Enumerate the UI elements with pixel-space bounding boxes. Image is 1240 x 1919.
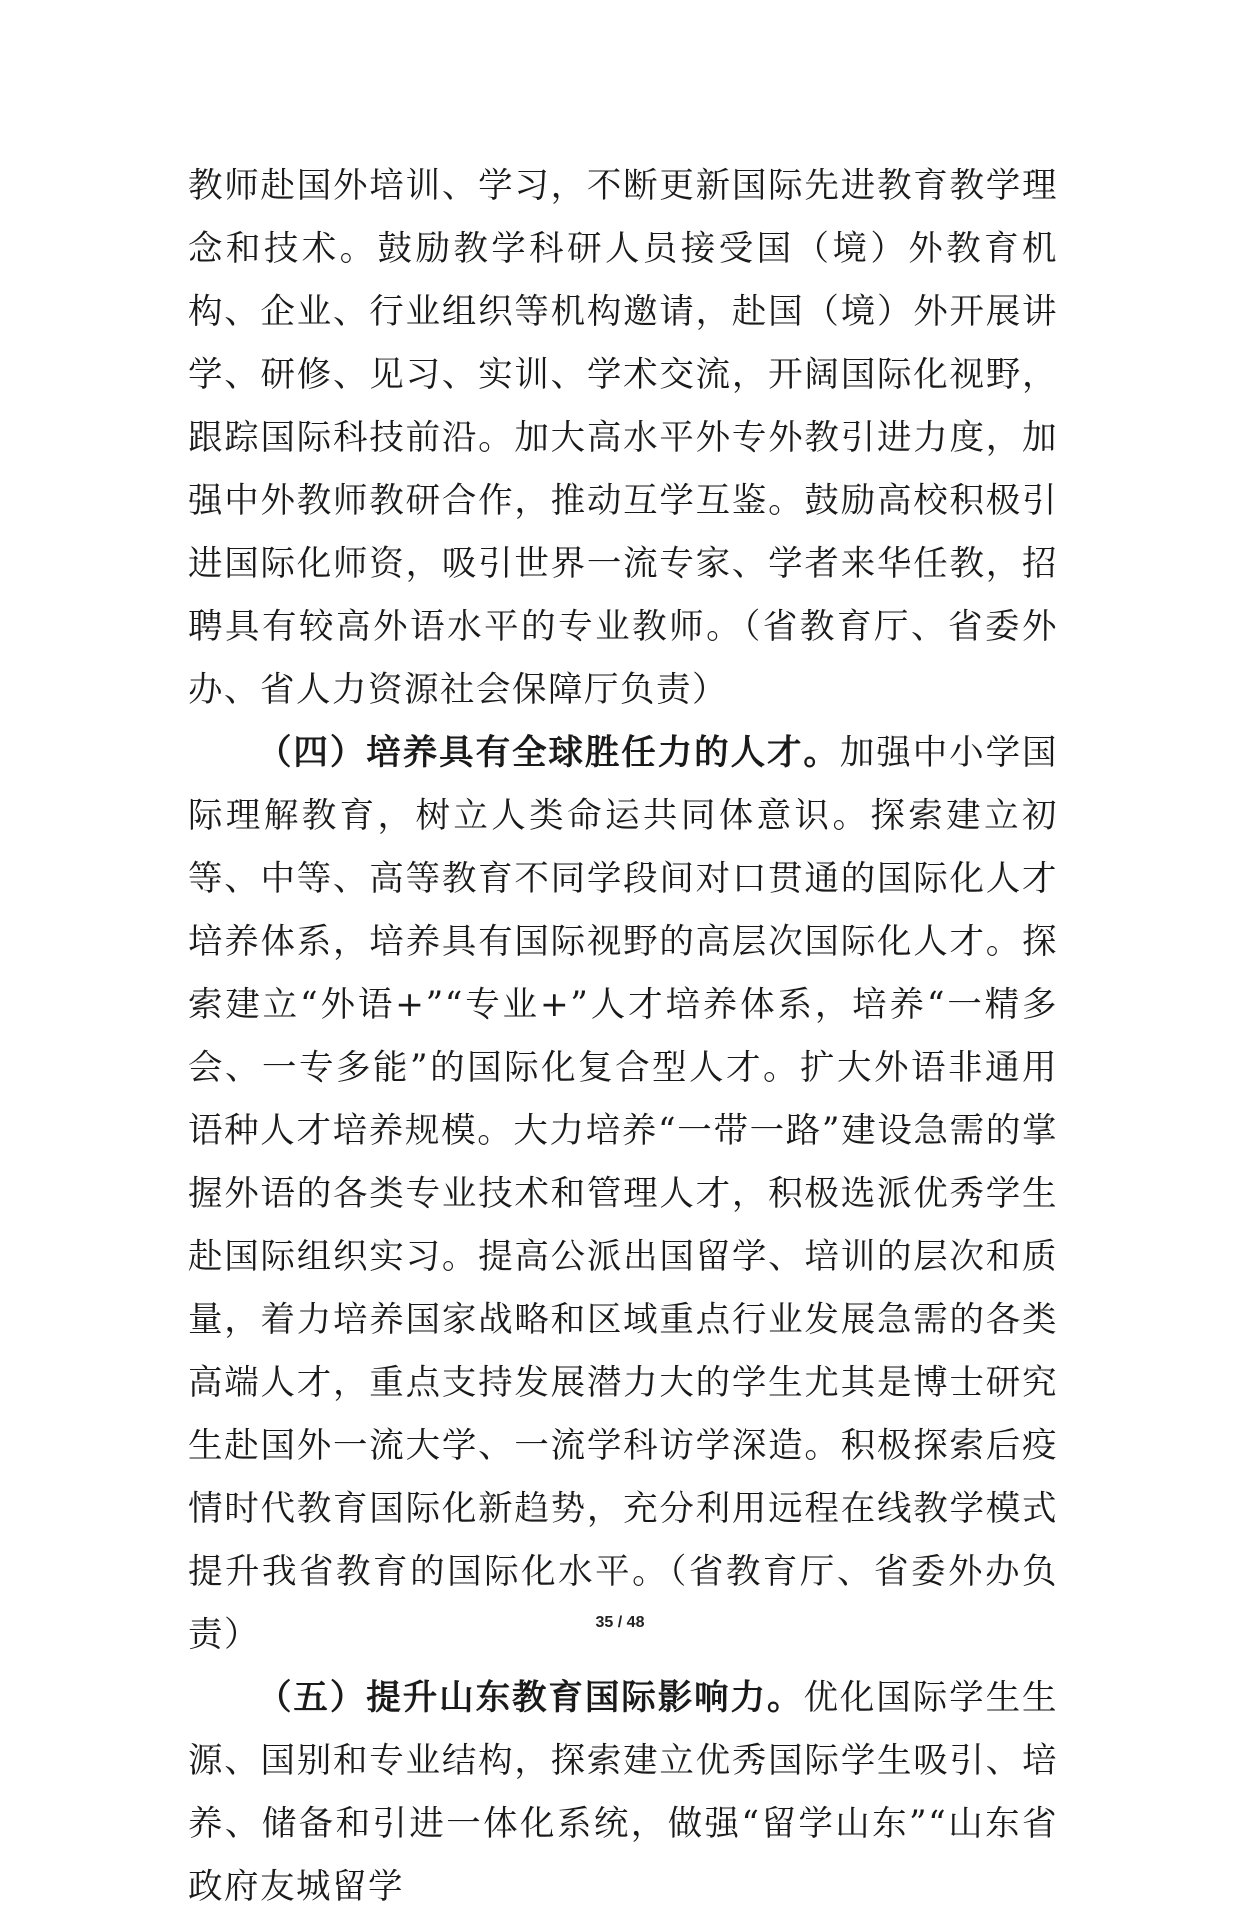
paragraph-1 [188, 155, 1058, 722]
section-heading-5: （五）提升山东教育国际影响力。 [257, 1678, 804, 1718]
paragraph-2-text: 加强中小学国际理解教育，树立人类命运共同体意识。探索建立初等、中等、高等教育不同学段间对口贯通的国际化人才培养体系，培养具有国际视野的高层次国际化人才。探索建立“外语+”“专业+”人才培养体系，培养“一精多会、一专多能”的国际化复合型人才。扩大外语非通用语种人才培养规模。大力培养“一带一路”建设急需的掌握外语的各类专业技术和管理人才，积极选派优秀学生赴国际组织实习。提高公派出国留学、培训的层次和质量，着力培养国家战略和区域重点行业发展急需的各类高端人才，重点支持发展潜力大的学生尤其是博士研究生赴国外一流大学、一流学科访学深造。积极探索后疫情时代教育国际化新趋势，充分利用远程在线教学模式提升我省教育的国际化水平。（省教育厅、省委外办负责） [188, 733, 1059, 1655]
body-text [188, 155, 1058, 1919]
paragraph-2 [188, 722, 1058, 1667]
paragraph-3-text: 优化国际学生生源、国别和专业结构，探索建立优秀国际学生吸引、培养、储备和引进一体化系统，做强“留学山东”“山东省政府友城留学 [188, 1678, 1059, 1907]
section-heading-4: （四）培养具有全球胜任力的人才。 [257, 733, 840, 773]
paragraph-3 [188, 1667, 1058, 1919]
paragraph-1-text: 教师赴国外培训、学习，不断更新国际先进教育教学理念和技术。鼓励教学科研人员接受国（境）外教育机构、企业、行业组织等机构邀请，赴国（境）外开展讲学、研修、见习、实训、学术交流，开阔国际化视野，跟踪国际科技前沿。加大高水平外专外教引进力度，加强中外教师教研合作，推动互学互鉴。鼓励高校积极引进国际化师资，吸引世界一流专家、学者来华任教，招聘具有较高外语水平的专业教师。（省教育厅、省委外办、省人力资源社会保障厅负责） [188, 166, 1058, 710]
page-number: 35 / 48 [595, 1614, 645, 1631]
